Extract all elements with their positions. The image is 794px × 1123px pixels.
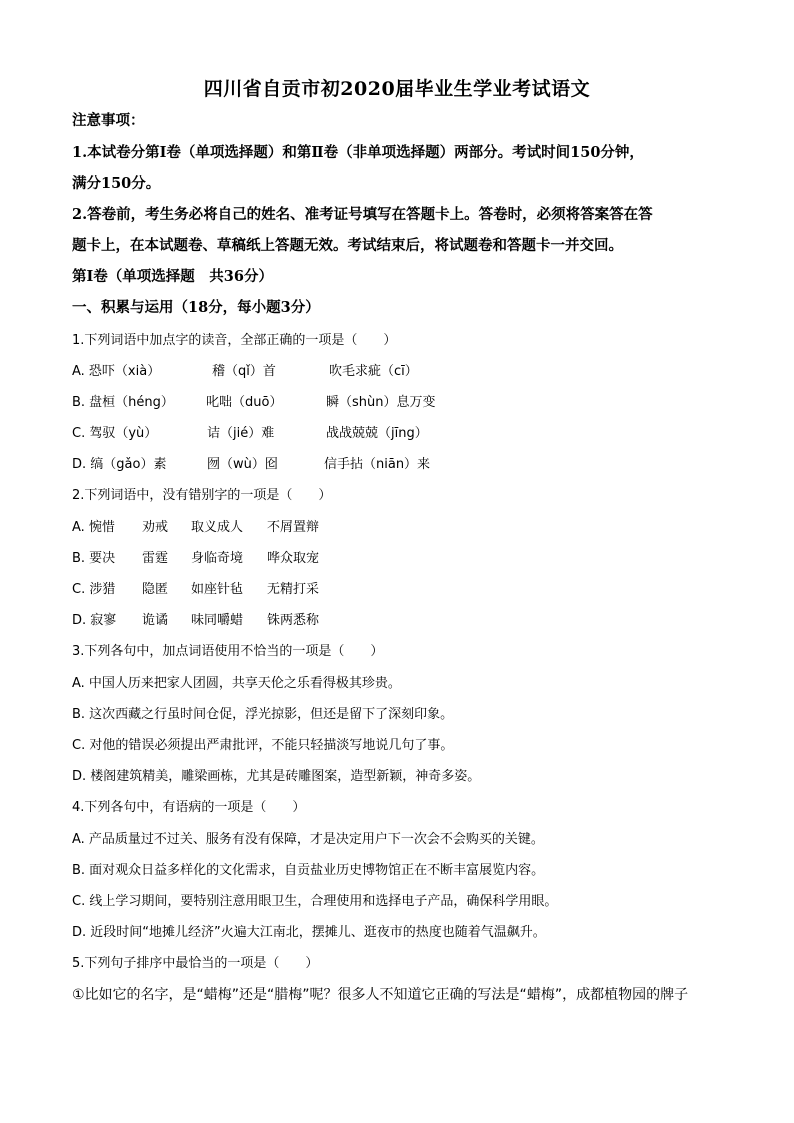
part1-heading: 第Ⅰ卷（单项选择题 共36分） — [72, 268, 273, 285]
question-1-stem: 1.下列词语中加点字的读音，全部正确的一项是（ ） — [72, 333, 397, 348]
option-term: 吹毛求疵（cī） — [329, 364, 418, 379]
option-term: 稽（qǐ）首 — [212, 364, 276, 379]
option-term: B. 盘桓（héng） — [72, 395, 174, 410]
option-term: 囫（wù）囵 — [207, 457, 278, 472]
page-title: 四川省自贡市初2020届毕业生学业考试语文 — [203, 78, 591, 100]
option-term: 诘（jié）难 — [207, 426, 275, 441]
question-3-option-c: C. 对他的错误必须提出严肃批评，不能只轻描淡写地说几句了事。 — [72, 738, 454, 753]
option-term: D. 寂寥 — [72, 613, 117, 628]
option-term: A. 惋惜 — [72, 520, 115, 535]
question-4-option-c: C. 线上学习期间，要特别注意用眼卫生，合理使用和选择电子产品，确保科学用眼。 — [72, 894, 558, 909]
option-term: B. 要决 — [72, 551, 116, 566]
question-3-stem: 3.下列各句中，加点词语使用不恰当的一项是（ ） — [72, 644, 384, 659]
option-term: 雷霆 — [142, 551, 169, 566]
option-term: 信手拈（niān）来 — [324, 457, 431, 472]
option-term: 诡谲 — [142, 613, 169, 628]
option-term: 无精打采 — [267, 582, 320, 597]
option-term: D. 缟（gǎo）素 — [72, 457, 167, 472]
option-term: 铢两悉称 — [267, 613, 320, 628]
question-3-option-a: A. 中国人历来把家人团圆，共享天伦之乐看得极其珍贵。 — [72, 676, 401, 691]
question-2-stem: 2.下列词语中，没有错别字的一项是（ ） — [72, 488, 332, 503]
question-3-option-d: D. 楼阁建筑精美，雕梁画栋，尤其是砖雕图案，造型新颖，神奇多姿。 — [72, 769, 481, 784]
question-4-option-b: B. 面对观众日益多样化的文化需求，自贡盐业历史博物馆正在不断丰富展览内容。 — [72, 863, 545, 878]
question-3-option-b: B. 这次西藏之行虽时间仓促，浮光掠影，但还是留下了深刻印象。 — [72, 707, 454, 722]
option-term: 取义成人 — [191, 520, 244, 535]
option-term: C. 涉猎 — [72, 582, 116, 597]
notes-item1-line1: 1.本试卷分第Ⅰ卷（单项选择题）和第Ⅱ卷（非单项选择题）两部分。考试时间150分钟， — [72, 144, 644, 161]
option-term: 劝戒 — [142, 520, 169, 535]
option-term: 瞬（shùn）息万变 — [326, 395, 436, 410]
option-term: 身临奇境 — [191, 551, 244, 566]
option-term: 不屑置辩 — [267, 520, 320, 535]
notes-heading: 注意事项： — [72, 112, 145, 129]
option-term: 味同嚼蜡 — [191, 613, 244, 628]
section1-heading: 一、积累与运用（18分，每小题3分） — [72, 299, 320, 316]
question-5-passage: ①比如它的名字，是“蜡梅”还是“腊梅”呢？很多人不知道它正确的写法是“蜡梅”，成都植物园的牌子 — [72, 987, 689, 1003]
option-term: A. 恐吓（xià） — [72, 364, 161, 379]
option-term: 叱咄（duō） — [206, 395, 283, 410]
option-term: C. 驾驭（yù） — [72, 426, 158, 441]
question-4-option-d: D. 近段时间“地摊儿经济”火遍大江南北，摆摊儿、逛夜市的热度也随着气温飙升。 — [72, 925, 546, 940]
option-term: 哗众取宠 — [267, 551, 320, 566]
question-5-stem: 5.下列句子排序中最恰当的一项是（ ） — [72, 956, 319, 971]
option-term: 隐匿 — [142, 582, 169, 597]
question-4-stem: 4.下列各句中，有语病的一项是（ ） — [72, 800, 306, 815]
question-4-option-a: A. 产品质量过不过关、服务有没有保障，才是决定用户下一次会不会购买的关键。 — [72, 832, 544, 847]
notes-item1-line2: 满分150分。 — [72, 175, 161, 192]
option-term: 如座针毡 — [191, 582, 244, 597]
option-term: 战战兢兢（jīng） — [326, 426, 428, 441]
notes-item2-line1: 2.答卷前，考生务必将自己的姓名、准考证号填写在答题卡上。答卷时，必须将答案答在答 — [72, 206, 653, 223]
notes-item2-line2: 题卡上，在本试题卷、草稿纸上答题无效。考试结束后，将试题卷和答题卡一并交回。 — [72, 237, 623, 254]
